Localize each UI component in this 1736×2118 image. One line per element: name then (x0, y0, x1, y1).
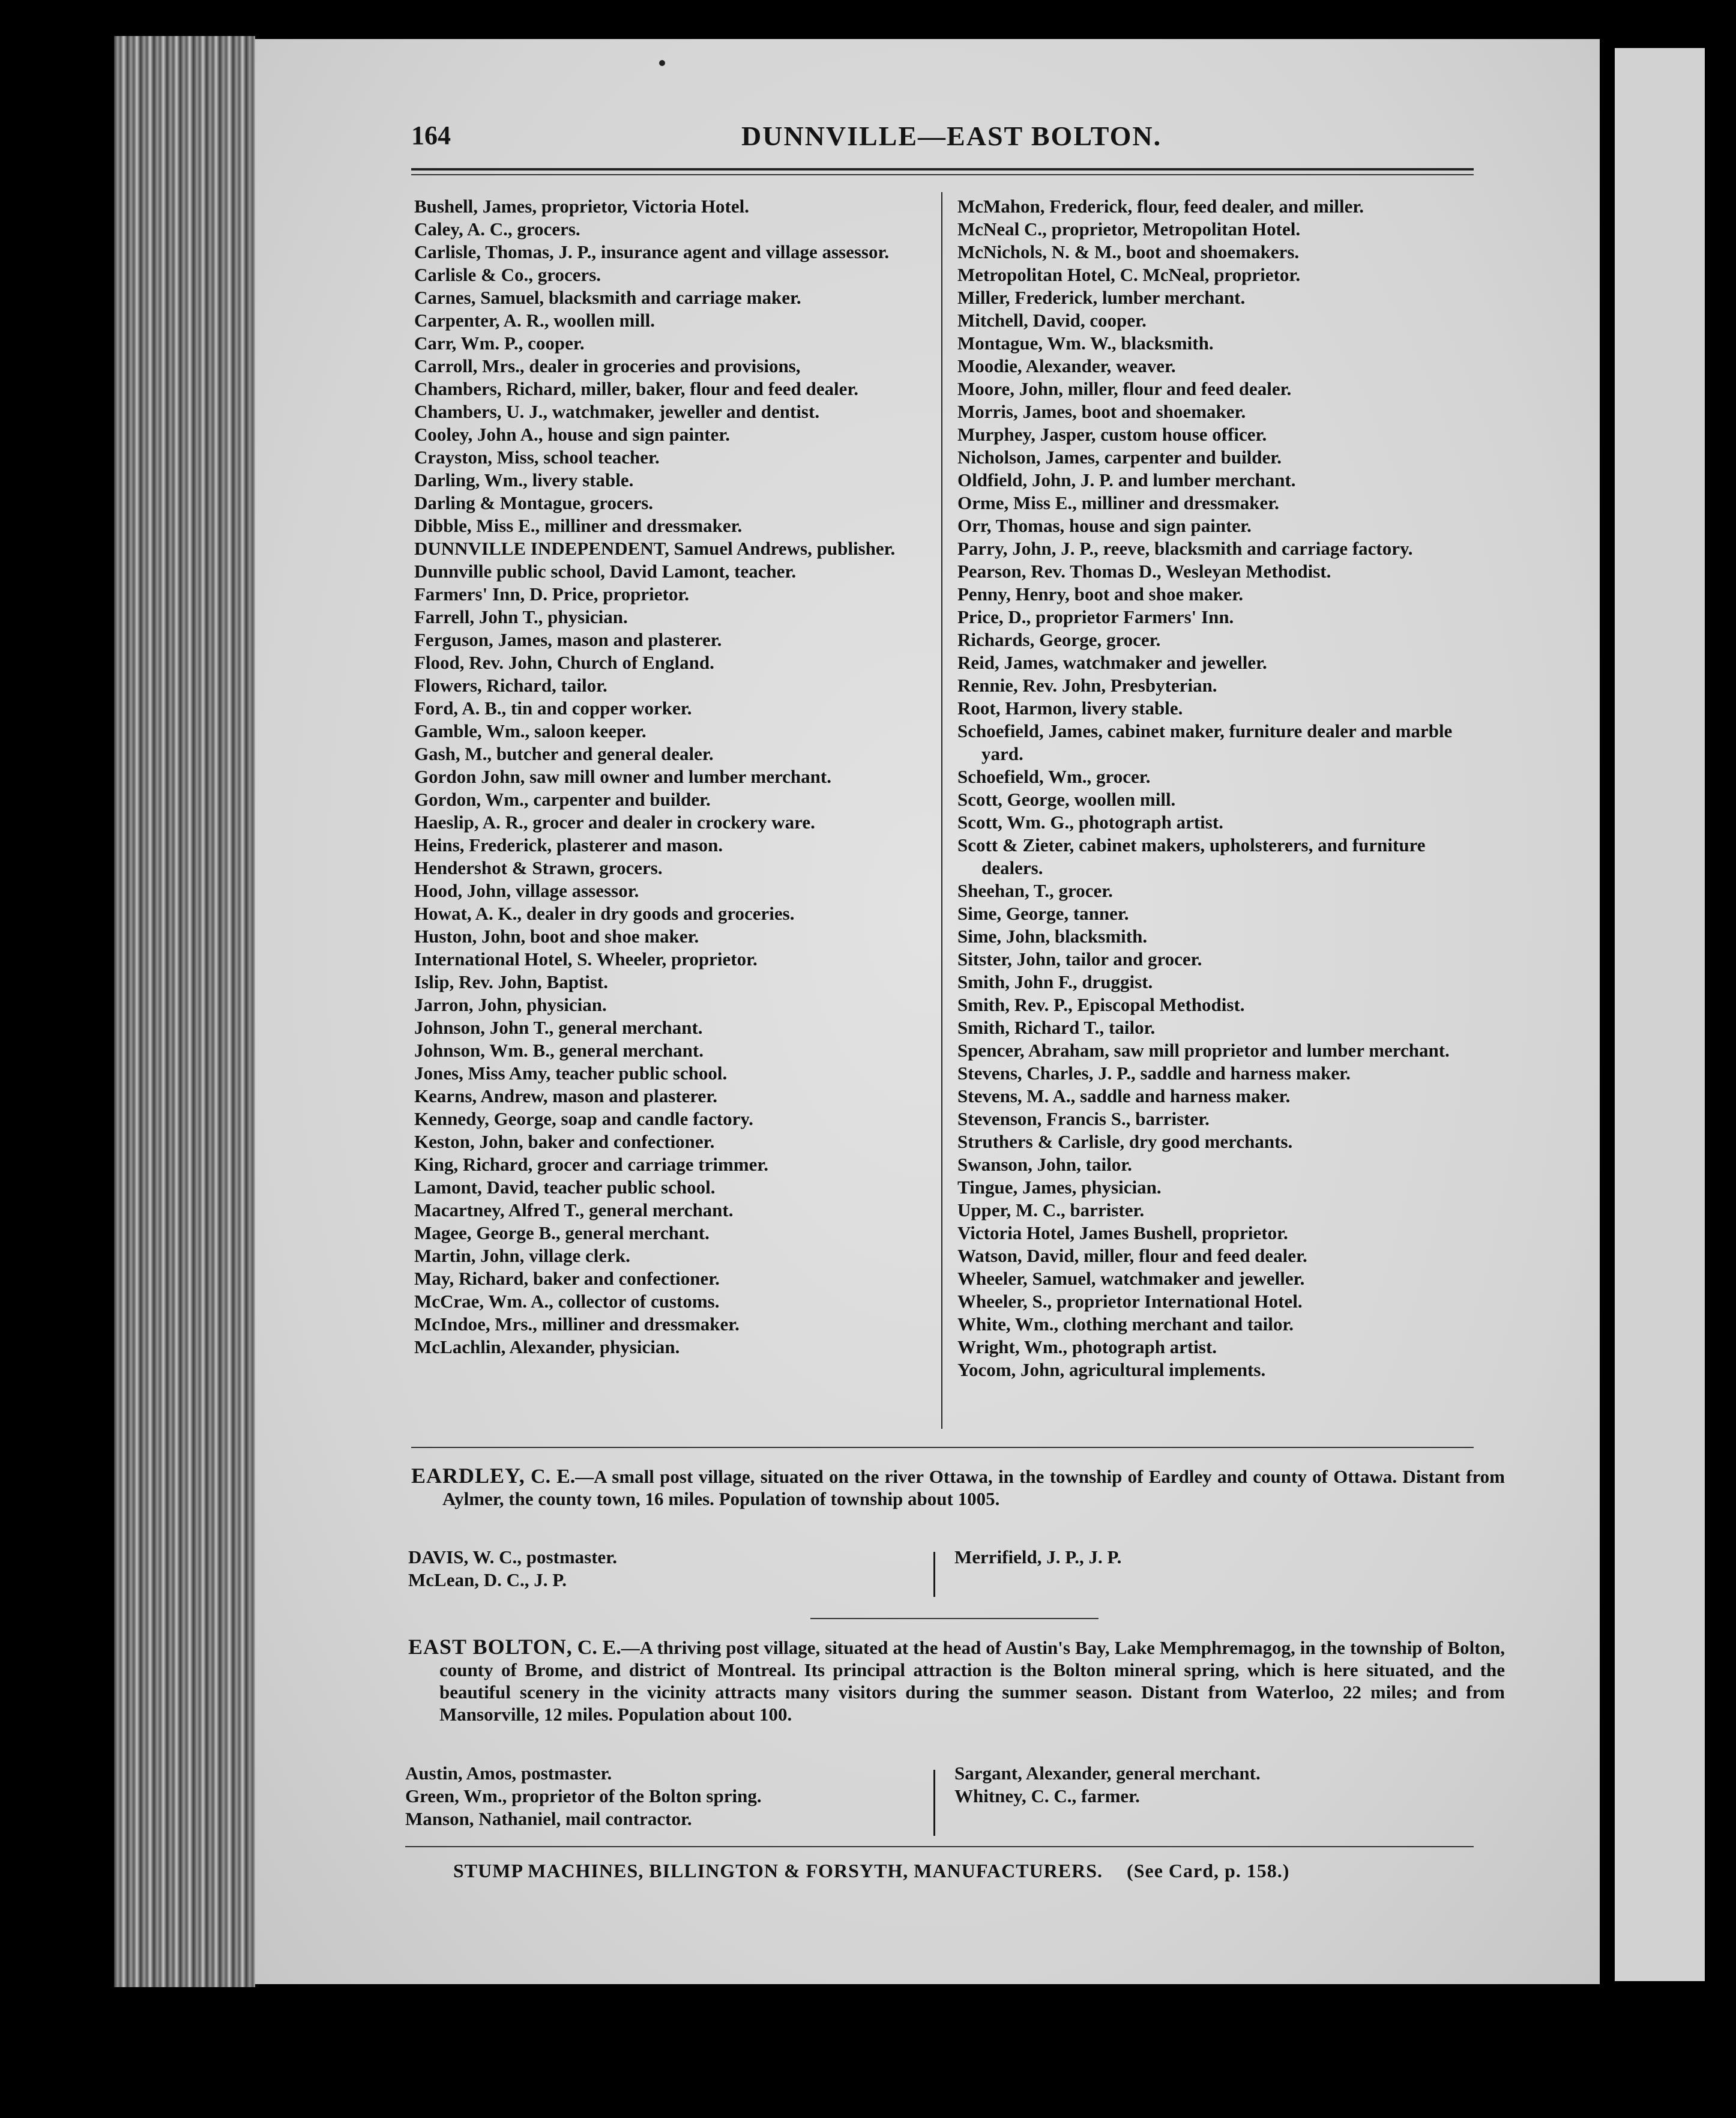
directory-entry: Stevens, Charles, J. P., saddle and harness maker. (957, 1063, 1351, 1084)
directory-entry: Moodie, Alexander, weaver. (957, 355, 1176, 376)
directory-entry: Morris, James, boot and shoemaker. (957, 401, 1246, 422)
section-rule-2 (810, 1618, 1099, 1619)
ink-speck (659, 60, 665, 66)
directory-entry: Swanson, John, tailor. (957, 1154, 1132, 1175)
directory-entry: Carlisle & Co., grocers. (414, 264, 601, 285)
directory-entry: Dunnville public school, David Lamont, teacher. (414, 561, 797, 582)
directory-entry: Reid, James, watchmaker and jeweller. (957, 652, 1267, 673)
adjacent-page-edge (1615, 48, 1705, 1981)
page-header (411, 120, 1480, 168)
directory-entry: Carroll, Mrs., dealer in groceries and provisions, (414, 355, 801, 376)
header-rule-bottom (411, 174, 1474, 175)
footer-advert-text: STUMP MACHINES, BILLINGTON & FORSYTH, MANUFACTURERS. (453, 1860, 1103, 1881)
directory-entry: Smith, Richard T., tailor. (957, 1017, 1156, 1038)
directory-entry: Gamble, Wm., saloon keeper. (414, 720, 646, 741)
directory-entry: Sime, John, blacksmith. (957, 926, 1148, 947)
directory-entry: King, Richard, grocer and carriage trimmer. (414, 1154, 769, 1175)
footer-card-reference: (See Card, p. 158.) (1127, 1860, 1290, 1881)
directory-entry: Wright, Wm., photograph artist. (957, 1336, 1217, 1357)
directory-entry: Gordon, Wm., carpenter and builder. (414, 789, 711, 810)
east-bolton-province: C. E. (577, 1637, 621, 1659)
directory-entry: Montague, Wm. W., blacksmith. (957, 333, 1214, 354)
list-item: Merrifield, J. P., J. P. (954, 1546, 1122, 1567)
directory-entry: Wheeler, Samuel, watchmaker and jeweller. (957, 1268, 1305, 1289)
left-directory-column (414, 195, 942, 1359)
directory-entry: Crayston, Miss, school teacher. (414, 447, 660, 468)
directory-entry: Schoefield, Wm., grocer. (957, 766, 1151, 787)
directory-entry: Carnes, Samuel, blacksmith and carriage maker. (414, 287, 801, 308)
directory-entry: Macartney, Alfred T., general merchant. (414, 1199, 734, 1220)
directory-entry: Gordon John, saw mill owner and lumber merchant. (414, 766, 831, 787)
directory-entry: Carlisle, Thomas, J. P., insurance agent and village assessor. (414, 241, 890, 262)
directory-entry: McLachlin, Alexander, physician. (414, 1336, 680, 1357)
directory-entry: Martin, John, village clerk. (414, 1245, 630, 1266)
directory-entry: Farrell, John T., physician. (414, 606, 628, 627)
eardley-name: EARDLEY, (411, 1464, 525, 1488)
directory-entry: Yocom, John, agricultural implements. (957, 1359, 1266, 1380)
footer-advert (453, 1860, 1474, 1882)
directory-entry: Heins, Frederick, plasterer and mason. (414, 834, 723, 855)
directory-entry: Smith, John F., druggist. (957, 971, 1153, 992)
directory-entry: Jones, Miss Amy, teacher public school. (414, 1063, 728, 1084)
east-bolton-text: —A thriving post village, situated at the head of Austin's Bay, Lake Memphremagog, in the township of Bolton, county of Brome, and district of Montreal. Its principal attraction is the Bolton mineral spring, which is here situated, and the beautiful scenery in the vicinity attracts many visitors during the summer season. Distant from Waterloo, 22 miles; and from Mansorville, 12 miles. Population about 100. (439, 1637, 1505, 1725)
east-bolton-name: EAST BOLTON, (408, 1635, 573, 1659)
directory-entry: Sitster, John, tailor and grocer. (957, 949, 1202, 970)
directory-entry: Kearns, Andrew, mason and plasterer. (414, 1085, 717, 1106)
page-number: 164 (411, 121, 451, 150)
directory-entry: Keston, John, baker and confectioner. (414, 1131, 715, 1152)
directory-entry: Johnson, John T., general merchant. (414, 1017, 703, 1038)
directory-entry: McMahon, Frederick, flour, feed dealer, and miller. (957, 196, 1364, 217)
eardley-description (411, 1465, 1505, 1510)
directory-entry: Upper, M. C., barrister. (957, 1199, 1145, 1220)
list-item: Manson, Nathaniel, mail contractor. (405, 1808, 692, 1829)
directory-entry: Orme, Miss E., milliner and dressmaker. (957, 492, 1279, 513)
directory-entry: Flowers, Richard, tailor. (414, 675, 607, 696)
east-bolton-divider (933, 1770, 935, 1836)
directory-entry: Magee, George B., general merchant. (414, 1222, 710, 1243)
directory-entry: Hood, John, village assessor. (414, 880, 639, 901)
east-bolton-left-list (405, 1762, 945, 1830)
east-bolton-description (408, 1636, 1505, 1725)
directory-entry: Rennie, Rev. John, Presbyterian. (957, 675, 1217, 696)
directory-entry: Caley, A. C., grocers. (414, 219, 580, 240)
directory-entry: Nicholson, James, carpenter and builder. (957, 447, 1282, 468)
directory-entry: Oldfield, John, J. P. and lumber merchant. (957, 469, 1296, 490)
directory-entry: Sime, George, tanner. (957, 903, 1129, 924)
directory-entry: Hendershot & Strawn, grocers. (414, 857, 663, 878)
eardley-left-list (408, 1546, 888, 1592)
directory-entry: Sheehan, T., grocer. (957, 880, 1113, 901)
eardley-divider (933, 1552, 935, 1597)
directory-entry: Chambers, U. J., watchmaker, jeweller and dentist. (414, 401, 820, 422)
book-page-edges (114, 36, 255, 1987)
directory-entry: Darling & Montague, grocers. (414, 492, 654, 513)
directory-entry: Ferguson, James, mason and plasterer. (414, 629, 722, 650)
directory-entry: Cooley, John A., house and sign painter. (414, 424, 731, 445)
eardley-text: —A small post village, situated on the river Ottawa, in the township of Eardley and county of Ottawa. Distant from Aylmer, the county town, 16 miles. Population of township about 1005. (442, 1466, 1505, 1509)
directory-entry: McNeal C., proprietor, Metropolitan Hotel. (957, 219, 1301, 240)
list-item: Austin, Amos, postmaster. (405, 1763, 612, 1784)
directory-entry: Stevenson, Francis S., barrister. (957, 1108, 1210, 1129)
directory-entry: Price, D., proprietor Farmers' Inn. (957, 606, 1234, 627)
directory-entry: Wheeler, S., proprietor International Hotel. (957, 1291, 1303, 1312)
running-head: DUNNVILLE—EAST BOLTON. (741, 121, 1162, 151)
directory-entry: Johnson, Wm. B., general merchant. (414, 1040, 704, 1061)
right-directory-column (957, 195, 1480, 1381)
section-rule-1 (411, 1447, 1474, 1448)
list-item: McLean, D. C., J. P. (408, 1569, 567, 1590)
directory-entry: Huston, John, boot and shoe maker. (414, 926, 699, 947)
header-rule-top (411, 168, 1474, 170)
list-item: Whitney, C. C., farmer. (954, 1785, 1140, 1806)
directory-entry: Watson, David, miller, flour and feed dealer. (957, 1245, 1307, 1266)
eardley-province: C. E. (531, 1465, 576, 1488)
directory-entry: Mitchell, David, cooper. (957, 310, 1147, 331)
directory-entry: Ford, A. B., tin and copper worker. (414, 698, 692, 719)
directory-entry: McNichols, N. & M., boot and shoemakers. (957, 241, 1300, 262)
directory-entry: May, Richard, baker and confectioner. (414, 1268, 720, 1289)
directory-entry: Murphey, Jasper, custom house officer. (957, 424, 1267, 445)
directory-entry: Islip, Rev. John, Baptist. (414, 971, 609, 992)
directory-entry: Schoefield, James, cabinet maker, furniture dealer and marble yard. (957, 720, 1453, 764)
directory-entry: Dibble, Miss E., milliner and dressmaker. (414, 515, 743, 536)
directory-entry: Carpenter, A. R., woollen mill. (414, 310, 655, 331)
directory-entry: Darling, Wm., livery stable. (414, 469, 634, 490)
directory-entry: Tingue, James, physician. (957, 1177, 1162, 1198)
directory-entry: Miller, Frederick, lumber merchant. (957, 287, 1246, 308)
list-item: DAVIS, W. C., postmaster. (408, 1546, 617, 1567)
directory-entry: DUNNVILLE INDEPENDENT, Samuel Andrews, publisher. (414, 538, 896, 559)
directory-entry: White, Wm., clothing merchant and tailor. (957, 1314, 1294, 1335)
directory-entry: Moore, John, miller, flour and feed dealer. (957, 378, 1292, 399)
directory-entry: Metropolitan Hotel, C. McNeal, proprietor. (957, 264, 1301, 285)
directory-entry: Carr, Wm. P., cooper. (414, 333, 585, 354)
directory-entry: Richards, George, grocer. (957, 629, 1161, 650)
eardley-right-list (954, 1546, 1435, 1569)
directory-entry: Orr, Thomas, house and sign painter. (957, 515, 1252, 536)
directory-entry: Kennedy, George, soap and candle factory. (414, 1108, 753, 1129)
directory-entry: Gash, M., butcher and general dealer. (414, 743, 714, 764)
footer-rule (405, 1846, 1474, 1847)
directory-entry: Spencer, Abraham, saw mill proprietor and lumber merchant. (957, 1040, 1450, 1061)
directory-entry: Root, Harmon, livery stable. (957, 698, 1183, 719)
directory-entry: Pearson, Rev. Thomas D., Wesleyan Methodist. (957, 561, 1331, 582)
column-divider (941, 192, 942, 1429)
directory-entry: Victoria Hotel, James Bushell, proprietor. (957, 1222, 1288, 1243)
directory-entry: Scott & Zieter, cabinet makers, upholsterers, and furniture dealers. (957, 834, 1426, 878)
directory-entry: McCrae, Wm. A., collector of customs. (414, 1291, 720, 1312)
directory-entry: Penny, Henry, boot and shoe maker. (957, 584, 1243, 605)
directory-entry: Stevens, M. A., saddle and harness maker. (957, 1085, 1291, 1106)
directory-entry: Bushell, James, proprietor, Victoria Hotel. (414, 196, 749, 217)
directory-entry: McIndoe, Mrs., milliner and dressmaker. (414, 1314, 740, 1335)
directory-entry: Jarron, John, physician. (414, 994, 607, 1015)
directory-entry: Parry, John, J. P., reeve, blacksmith and carriage factory. (957, 538, 1413, 559)
directory-entry: International Hotel, S. Wheeler, proprietor. (414, 949, 758, 970)
directory-entry: Howat, A. K., dealer in dry goods and groceries. (414, 903, 795, 924)
directory-entry: Flood, Rev. John, Church of England. (414, 652, 714, 673)
directory-entry: Lamont, David, teacher public school. (414, 1177, 716, 1198)
directory-entry: Chambers, Richard, miller, baker, flour and feed dealer. (414, 378, 858, 399)
list-item: Sargant, Alexander, general merchant. (954, 1763, 1261, 1784)
directory-entry: Scott, George, woollen mill. (957, 789, 1176, 810)
directory-entry: Scott, Wm. G., photograph artist. (957, 812, 1223, 833)
directory-entry: Smith, Rev. P., Episcopal Methodist. (957, 994, 1245, 1015)
directory-entry: Struthers & Carlisle, dry good merchants. (957, 1131, 1293, 1152)
east-bolton-right-list (954, 1762, 1471, 1808)
directory-entry: Haeslip, A. R., grocer and dealer in crockery ware. (414, 812, 815, 833)
directory-entry: Farmers' Inn, D. Price, proprietor. (414, 584, 690, 605)
list-item: Green, Wm., proprietor of the Bolton spring. (405, 1785, 762, 1806)
